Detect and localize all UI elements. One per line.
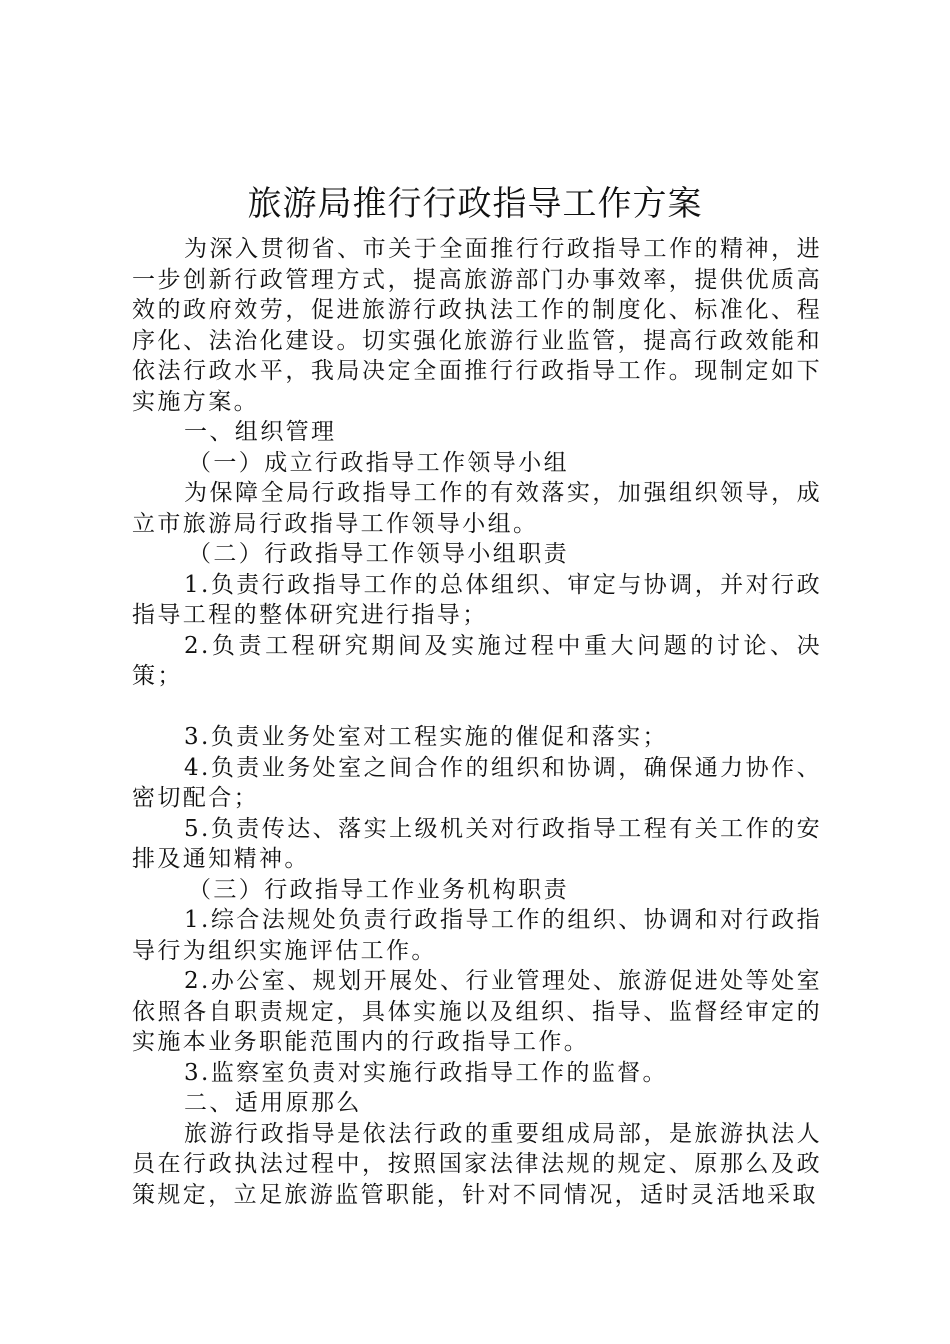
- subsection-heading-agency-duties: （三）行政指导工作业务机构职责: [188, 876, 569, 903]
- document-body: [132, 234, 822, 1210]
- list-item-duty-2: 2.负责工程研究期间及实施过程中重大问题的讨论、决策；: [132, 632, 822, 689]
- list-item-agency-1: 1.综合法规处负责行政指导工作的组织、协调和对行政指导行为组织实施评估工作。: [132, 907, 822, 964]
- list-item-duty-4: 4.负责业务处室之间合作的组织和协调，确保通力协作、密切配合；: [132, 754, 822, 811]
- paragraph-leading-group: 为保障全局行政指导工作的有效落实，加强组织领导，成立市旅游局行政指导工作领导小组。: [132, 480, 822, 537]
- list-item-agency-3: 3.监察室负责对实施行政指导工作的监督。: [184, 1059, 668, 1086]
- paragraph-principles: 旅游行政指导是依法行政的重要组成局部，是旅游执法人员在行政执法过程中，按照国家法律法规的规定、原那么及政策规定，立足旅游监管职能，针对不同情况，适时灵活地采取: [132, 1120, 822, 1208]
- list-item-duty-1: 1.负责行政指导工作的总体组织、审定与协调，并对行政指导工程的整体研究进行指导；: [132, 571, 822, 628]
- section-heading-principles: 二、适用原那么: [184, 1090, 362, 1116]
- intro-paragraph: 为深入贯彻省、市关于全面推行行政指导工作的精神，进一步创新行政管理方式，提高旅游部门办事效率，提供优质高效的政府效劳，促进旅游行政执法工作的制度化、标准化、程序化、法治化建设。切实强化旅游行业监管，提高行政效能和依法行政水平，我局决定全面推行行政指导工作。现制定如下实施方案。: [132, 236, 822, 415]
- list-item-duty-3: 3.负责业务处室对工程实施的催促和落实；: [184, 724, 668, 750]
- list-item-duty-5: 5.负责传达、落实上级机关对行政指导工程有关工作的安排及通知精神。: [132, 815, 822, 872]
- section-heading-organization: 一、组织管理: [184, 419, 337, 445]
- blank-line: [132, 692, 822, 723]
- list-item-agency-2: 2.办公室、规划开展处、行业管理处、旅游促进处等处室依照各自职责规定，具体实施以及组织、指导、监督经审定的实施本业务职能范围内的行政指导工作。: [132, 968, 822, 1055]
- subsection-heading-leading-group: （一）成立行政指导工作领导小组: [188, 449, 569, 476]
- subsection-heading-group-duties: （二）行政指导工作领导小组职责: [188, 541, 569, 567]
- document-title: 旅游局推行行政指导工作方案: [247, 184, 703, 224]
